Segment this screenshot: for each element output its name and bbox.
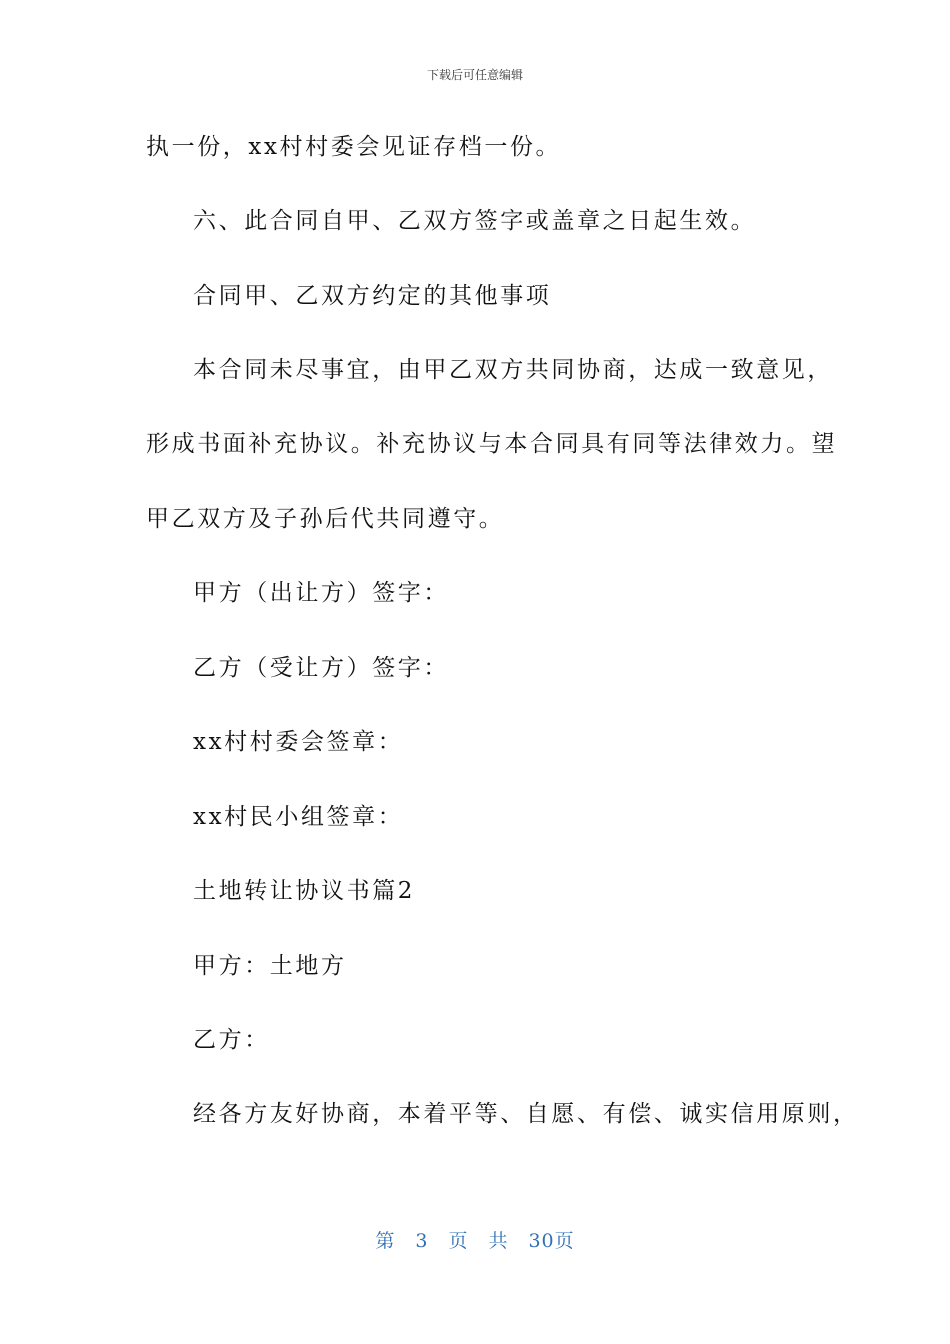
paragraph-line: 六、此合同自甲、乙双方签字或盖章之日起生效。: [193, 208, 757, 234]
seal-line-village-committee: xx村村委会签章：: [193, 729, 404, 755]
page-number-footer: 第 3 页 共 30页: [375, 1230, 575, 1252]
paragraph-line: 经各方友好协商，本着平等、自愿、有偿、诚实信用原则，: [193, 1101, 859, 1127]
paragraph-line: 本合同未尽事宜，由甲乙双方共同协商，达成一致意见，: [193, 357, 833, 383]
paragraph-line: 合同甲、乙双方约定的其他事项: [193, 283, 552, 309]
paragraph-line: 形成书面补充协议。补充协议与本合同具有同等法律效力。望: [146, 431, 838, 457]
section-title: 土地转让协议书篇2: [193, 878, 416, 904]
signature-line-party-a: 甲方（出让方）签字：: [193, 580, 449, 606]
party-b-line: 乙方：: [193, 1027, 270, 1053]
paragraph-line: 甲乙双方及子孙后代共同遵守。: [146, 506, 505, 532]
page-header: 下载后可任意编辑: [426, 68, 523, 82]
party-a-line: 甲方：土地方: [193, 953, 347, 979]
seal-line-villager-group: xx村民小组签章：: [193, 804, 404, 830]
paragraph-line: 执一份，xx村村委会见证存档一份。: [146, 134, 562, 160]
signature-line-party-b: 乙方（受让方）签字：: [193, 655, 449, 681]
